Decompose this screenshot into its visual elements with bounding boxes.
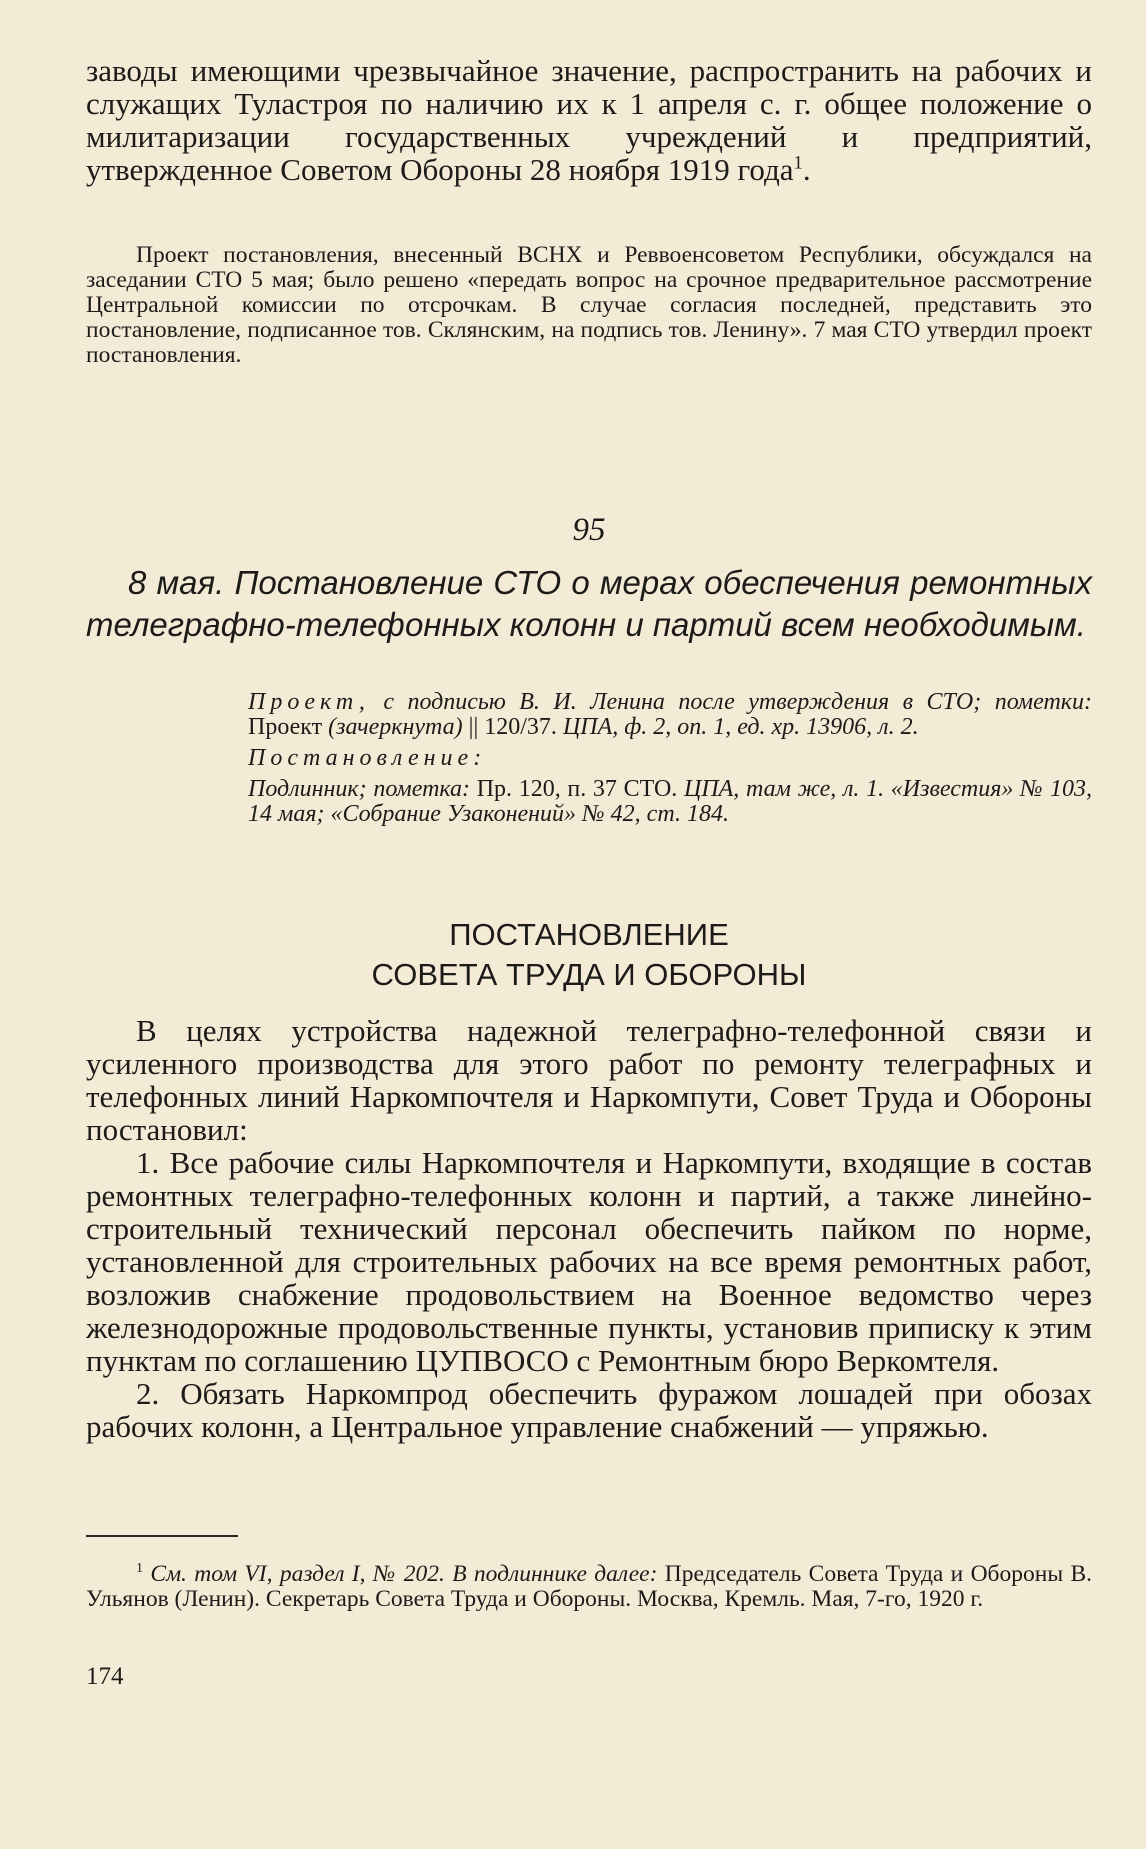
editorial-note xyxy=(86,243,1092,368)
editorial-note-text: Проект постановления, внесенный ВСНХ и Реввоенсоветом Республики, обсуждался на заседании СТО 5 мая; было решено «передать вопрос на срочное предварительное рассмотрение Центральной комиссии по отсрочкам. В случае согласия последней, представить это постановление, подписанное тов. Склянским, на подпись тов. Ленину». 7 мая СТО утвердил проект постановления. xyxy=(86,242,1092,368)
footnote-reference: 1 xyxy=(793,152,803,174)
top-paragraph xyxy=(86,54,1092,186)
page-number: 174 xyxy=(86,1663,124,1690)
footnote-text: Председатель Совета Труда и Обороны В. Ульянов (Ленин). Секретарь Совета Труда и Обороны. Москва, Кремль. Мая, 7-го, 1920 г. xyxy=(86,1561,1093,1612)
document-title-text: 8 мая. Постановление СТО о мерах обеспечения ремонтных телеграфно-телефонных колонн и партий всем необходимым. xyxy=(86,564,1092,643)
original-archive-ref: ЦПА, там же, л. 1. «Известия» № 103, 14 мая; «Собрание Узаконений» № 42, ст. 184. xyxy=(248,776,1093,827)
paragraph-preamble: В целях устройства надежной телеграфно-телефонной связи и усиленного производства для этого работ по ремонту телеграфных и телефонных линий Наркомпочтеля и Наркомпути, Совет Труда и Обороны постановил: xyxy=(86,1013,1092,1147)
top-paragraph-text: заводы имеющими чрезвычайное значение, распространить на рабочих и служащих Туластроя по наличию их к 1 апреля с. г. общее положение о милитаризации государственных учреждений и предприятий, утвержденное Советом Обороны 28 ноября 1919 года xyxy=(86,53,1092,187)
paragraph-item-1: 1. Все рабочие силы Наркомпочтеля и Наркомпути, входящие в состав ремонтных телеграфно-телефонных колонн и партий, а также линейно-строительный технический персонал обеспечить пайком по норме, установленной для строительных рабочих на все время ремонтных работ, возложив снабжение продовольствием на Военное ведомство через железнодорожные продовольственные пункты, установив приписку к этим пунктам по соглашению ЦУПВОСО с Ремонтным бюро Веркомтеля. xyxy=(86,1145,1092,1378)
draft-number: || 120/37. xyxy=(468,714,557,740)
document-number: 95 xyxy=(572,512,606,548)
resolution-label: Постановление: xyxy=(248,745,487,771)
resolution-heading xyxy=(86,915,1092,995)
footnote xyxy=(86,1562,1092,1612)
footnote-mark: 1 xyxy=(136,1560,144,1577)
document-title xyxy=(86,562,1092,646)
footnote-italic: См. том VI, раздел I, № 202. В подлиннике далее: xyxy=(150,1561,658,1587)
resolution-body xyxy=(86,1014,1092,1443)
draft-text: с подписью В. И. Ленина после утверждения в СТО; пометки: xyxy=(383,689,1092,715)
draft-archive-ref: ЦПА, ф. 2, оп. 1, ед. хр. 13906, л. 2. xyxy=(562,714,919,740)
draft-mark: Проект xyxy=(248,714,323,740)
draft-strike-note: (зачеркнута) xyxy=(328,714,463,740)
footnote-divider xyxy=(86,1535,238,1537)
original-label: Подлинник; пометка: xyxy=(248,776,471,802)
heading-line-2: СОВЕТА ТРУДА И ОБОРОНЫ xyxy=(371,957,807,992)
original-mark: Пр. 120, п. 37 СТО. xyxy=(476,776,678,802)
paragraph-item-2: 2. Обязать Наркомпрод обеспечить фуражом лошадей при обозах рабочих колонн, а Центральное управление снабжений — упряжью. xyxy=(86,1376,1092,1444)
draft-label: Проект, xyxy=(248,689,370,715)
heading-line-1: ПОСТАНОВЛЕНИЕ xyxy=(449,917,729,952)
source-citation xyxy=(248,690,1092,827)
top-paragraph-end: . xyxy=(802,152,811,187)
